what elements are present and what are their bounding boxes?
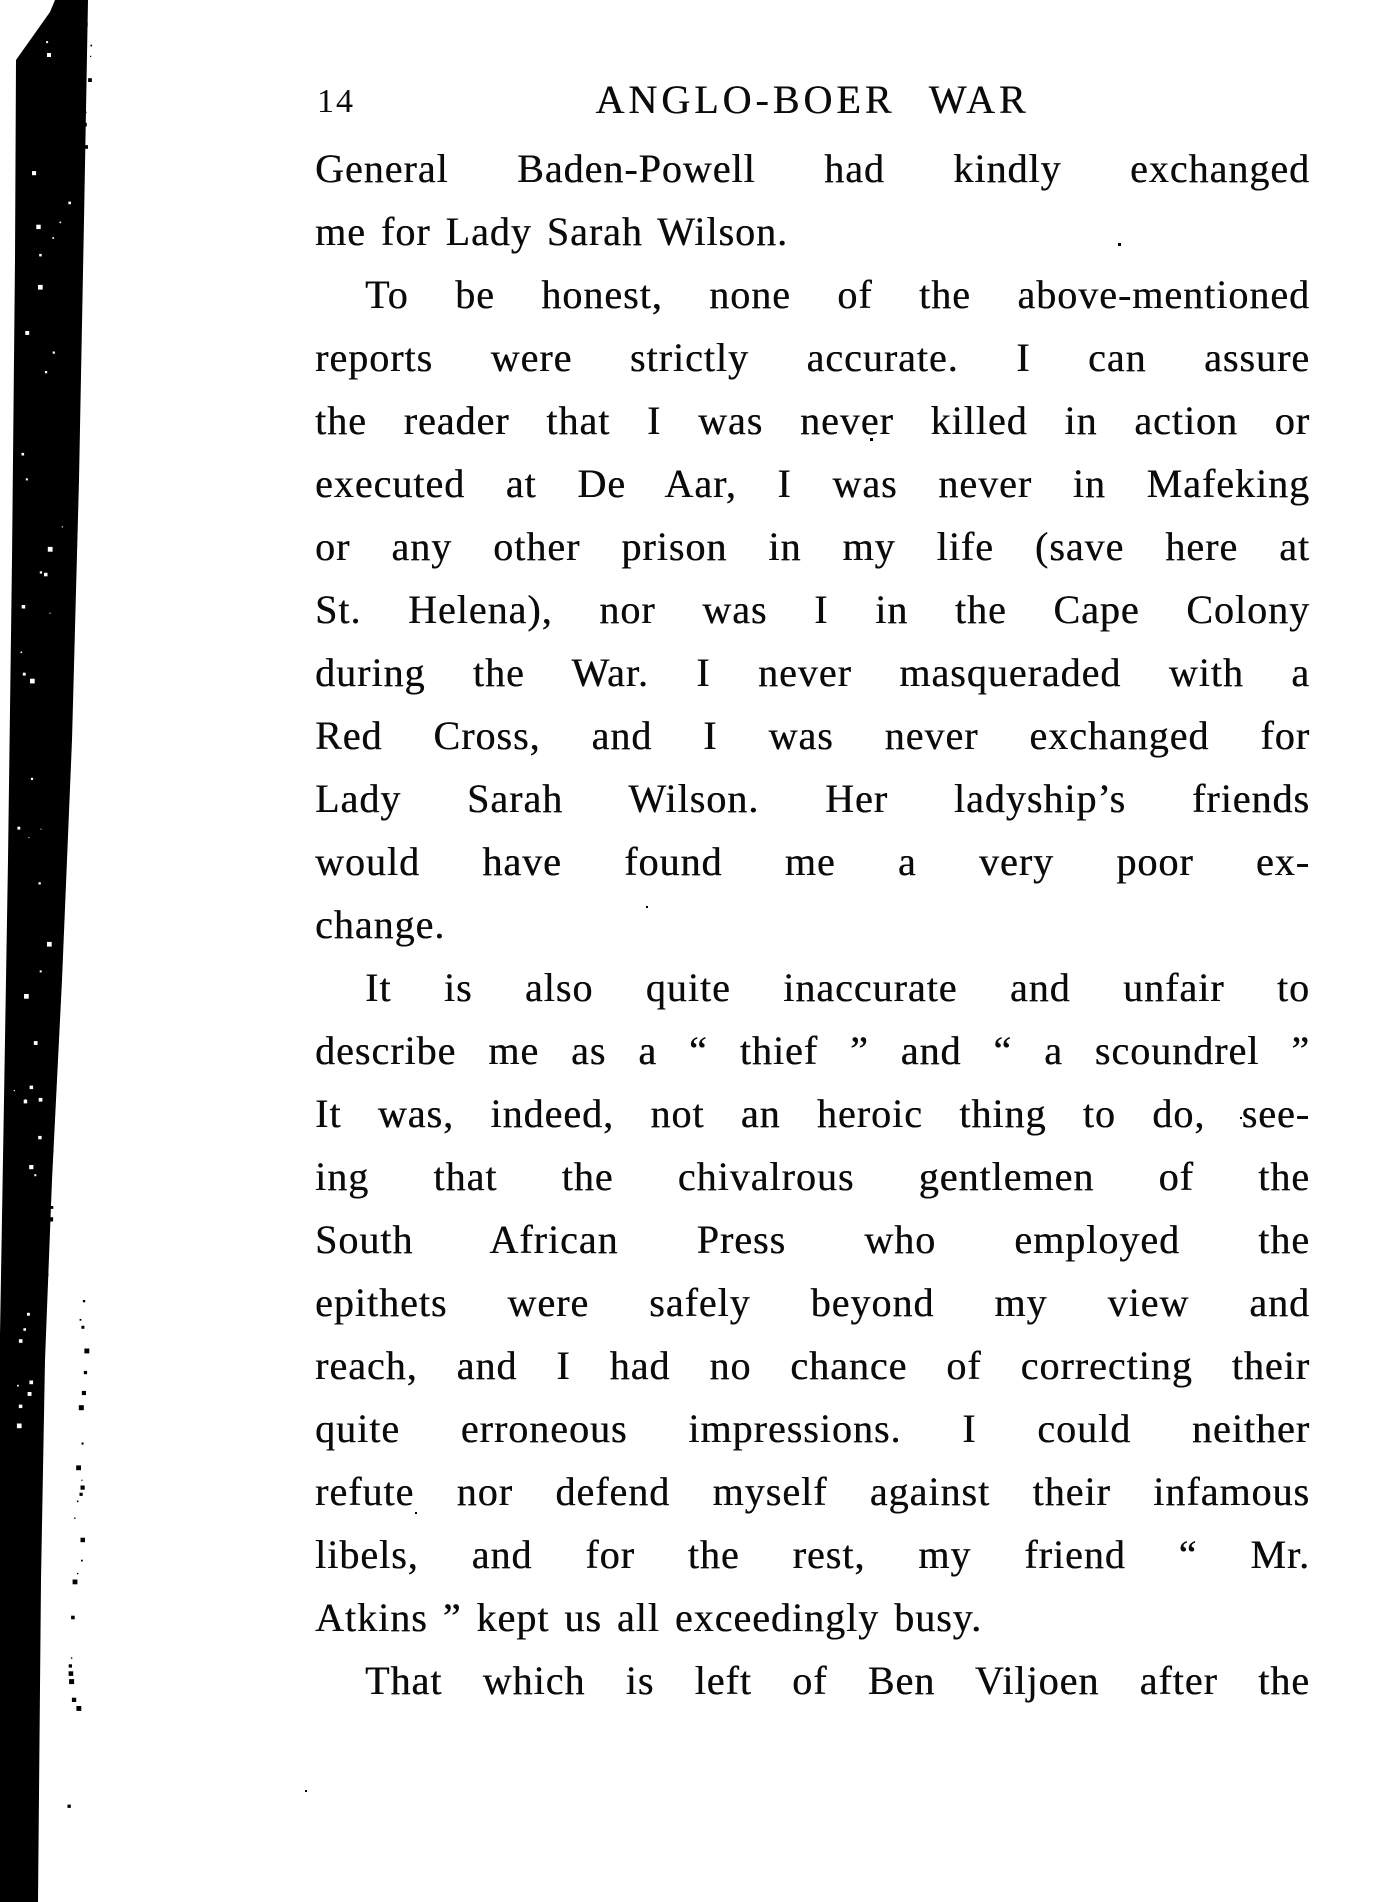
running-header-row <box>315 76 1310 128</box>
text-line: ing that the chivalrous gentlemen of the <box>315 1154 1310 1199</box>
text-line: Lady Sarah Wilson. Her ladyship’s friends <box>315 776 1310 821</box>
text-line: To be honest, none of the above-mentioned <box>365 272 1310 317</box>
text-line: or any other prison in my life (save here at <box>315 524 1310 569</box>
text-line: General Baden-Powell had kindly exchanged <box>315 146 1310 191</box>
text-line: the reader that I was never killed in action or <box>315 398 1310 443</box>
body-text <box>315 137 1310 1712</box>
text-line: reports were strictly accurate. I can assure <box>315 335 1310 380</box>
text-line: describe me as a “ thief ” and “ a scoundrel ” <box>315 1028 1310 1073</box>
text-line: libels, and for the rest, my friend “ Mr. <box>315 1532 1310 1577</box>
text-line: That which is left of Ben Viljoen after the <box>365 1658 1310 1703</box>
text-line: executed at De Aar, I was never in Mafeking <box>315 461 1310 506</box>
text-line: South African Press who employed the <box>315 1217 1310 1262</box>
text-line: refute nor defend myself against their infamous <box>315 1469 1310 1514</box>
text-line: It was, indeed, not an heroic thing to do, see- <box>315 1091 1310 1136</box>
text-line: me for Lady Sarah Wilson. <box>315 209 788 254</box>
text-line: during the War. I never masqueraded with a <box>315 650 1310 695</box>
text-line: St. Helena), nor was I in the Cape Colony <box>315 587 1310 632</box>
text-line: change. <box>315 902 446 947</box>
text-line: epithets were safely beyond my view and <box>315 1280 1310 1325</box>
running-header-title: ANGLO-BOER WAR <box>595 77 1030 122</box>
text-line: reach, and I had no chance of correcting their <box>315 1343 1310 1388</box>
text-line: quite erroneous impressions. I could neither <box>315 1406 1310 1451</box>
text-line: Atkins ” kept us all exceedingly busy. <box>315 1595 983 1640</box>
text-line: would have found me a very poor ex- <box>315 839 1310 884</box>
page-number: 14 <box>317 83 355 120</box>
text-line: It is also quite inaccurate and unfair to <box>365 965 1310 1010</box>
text-line: Red Cross, and I was never exchanged for <box>315 713 1310 758</box>
